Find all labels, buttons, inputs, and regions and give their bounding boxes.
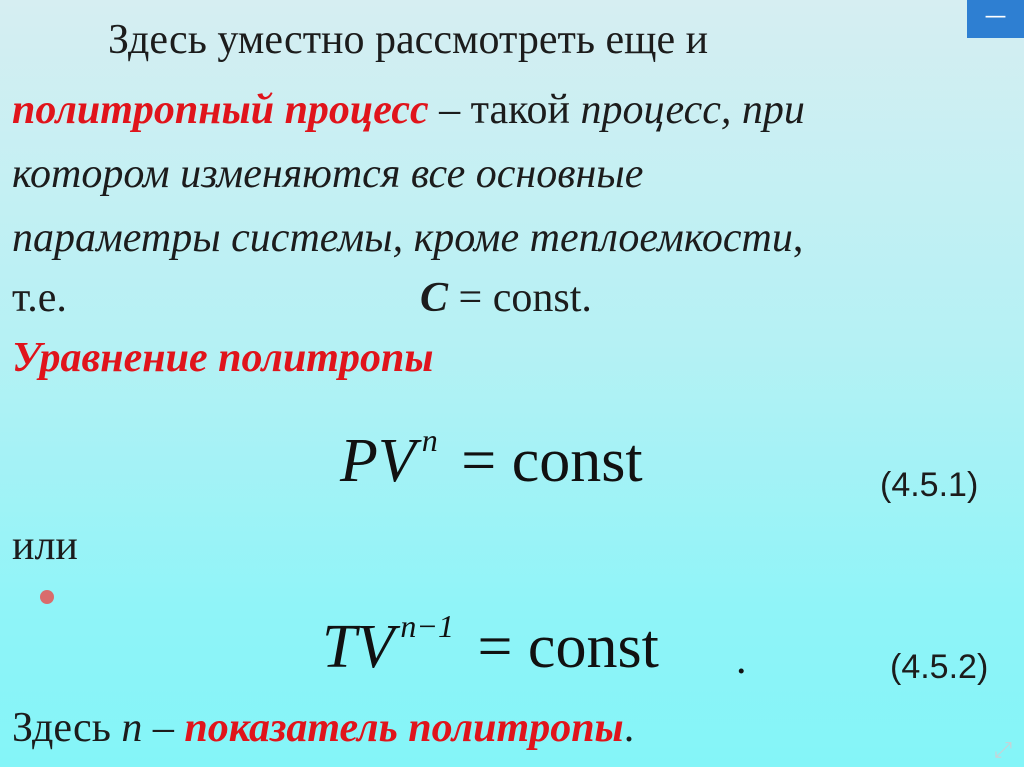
last-dot: .	[623, 705, 635, 751]
or-text: или	[12, 523, 78, 569]
term-polytropic-process: политропный процесс	[12, 87, 429, 133]
text-line-4	[12, 214, 803, 262]
formula-2	[322, 608, 659, 683]
polytrope-equation-heading: Уравнение политропы	[12, 335, 434, 381]
n-symbol: n	[121, 705, 143, 751]
line4-comma: ,	[792, 215, 804, 261]
c-const-text	[420, 274, 592, 322]
or-line	[12, 522, 78, 570]
formula1-base: PV	[340, 427, 416, 495]
line1-text: Здесь уместно рассмотреть еще и	[108, 17, 709, 63]
fullscreen-icon[interactable]: ⤢	[994, 738, 1012, 763]
line4-text: параметры системы, кроме теплоемкости	[12, 215, 793, 261]
text-line-2	[12, 86, 805, 134]
c-symbol: C	[420, 275, 449, 321]
formula2-period: .	[736, 637, 747, 683]
formula2-base: TV	[322, 613, 395, 681]
last-dash: –	[142, 705, 185, 751]
text-line-1	[108, 16, 708, 64]
polytropic-index-term: показатель политропы	[184, 705, 624, 751]
formula2-exponent: n−1	[400, 608, 454, 644]
equation-number-2: (4.5.2)	[890, 648, 989, 686]
line2-italic: процесс, при	[580, 87, 805, 133]
line2-dash: – такой	[428, 87, 581, 133]
text-line-3	[12, 150, 643, 198]
last-pre: Здесь	[12, 705, 122, 751]
line3-text: котором изменяются все основные	[12, 151, 644, 197]
heading-line	[12, 334, 433, 382]
bullet-dot	[40, 590, 54, 604]
formula2-rhs: = const	[477, 613, 659, 681]
equation-number-1: (4.5.1)	[880, 466, 979, 504]
const-text: = const.	[448, 275, 592, 321]
minimize-button[interactable]: —	[967, 0, 1024, 38]
formula-1	[340, 422, 643, 497]
text-line-5	[12, 274, 67, 322]
ie-text: т.е.	[12, 275, 67, 321]
last-line	[12, 704, 634, 752]
formula1-rhs: = const	[461, 427, 643, 495]
formula1-exponent: n	[421, 422, 438, 458]
